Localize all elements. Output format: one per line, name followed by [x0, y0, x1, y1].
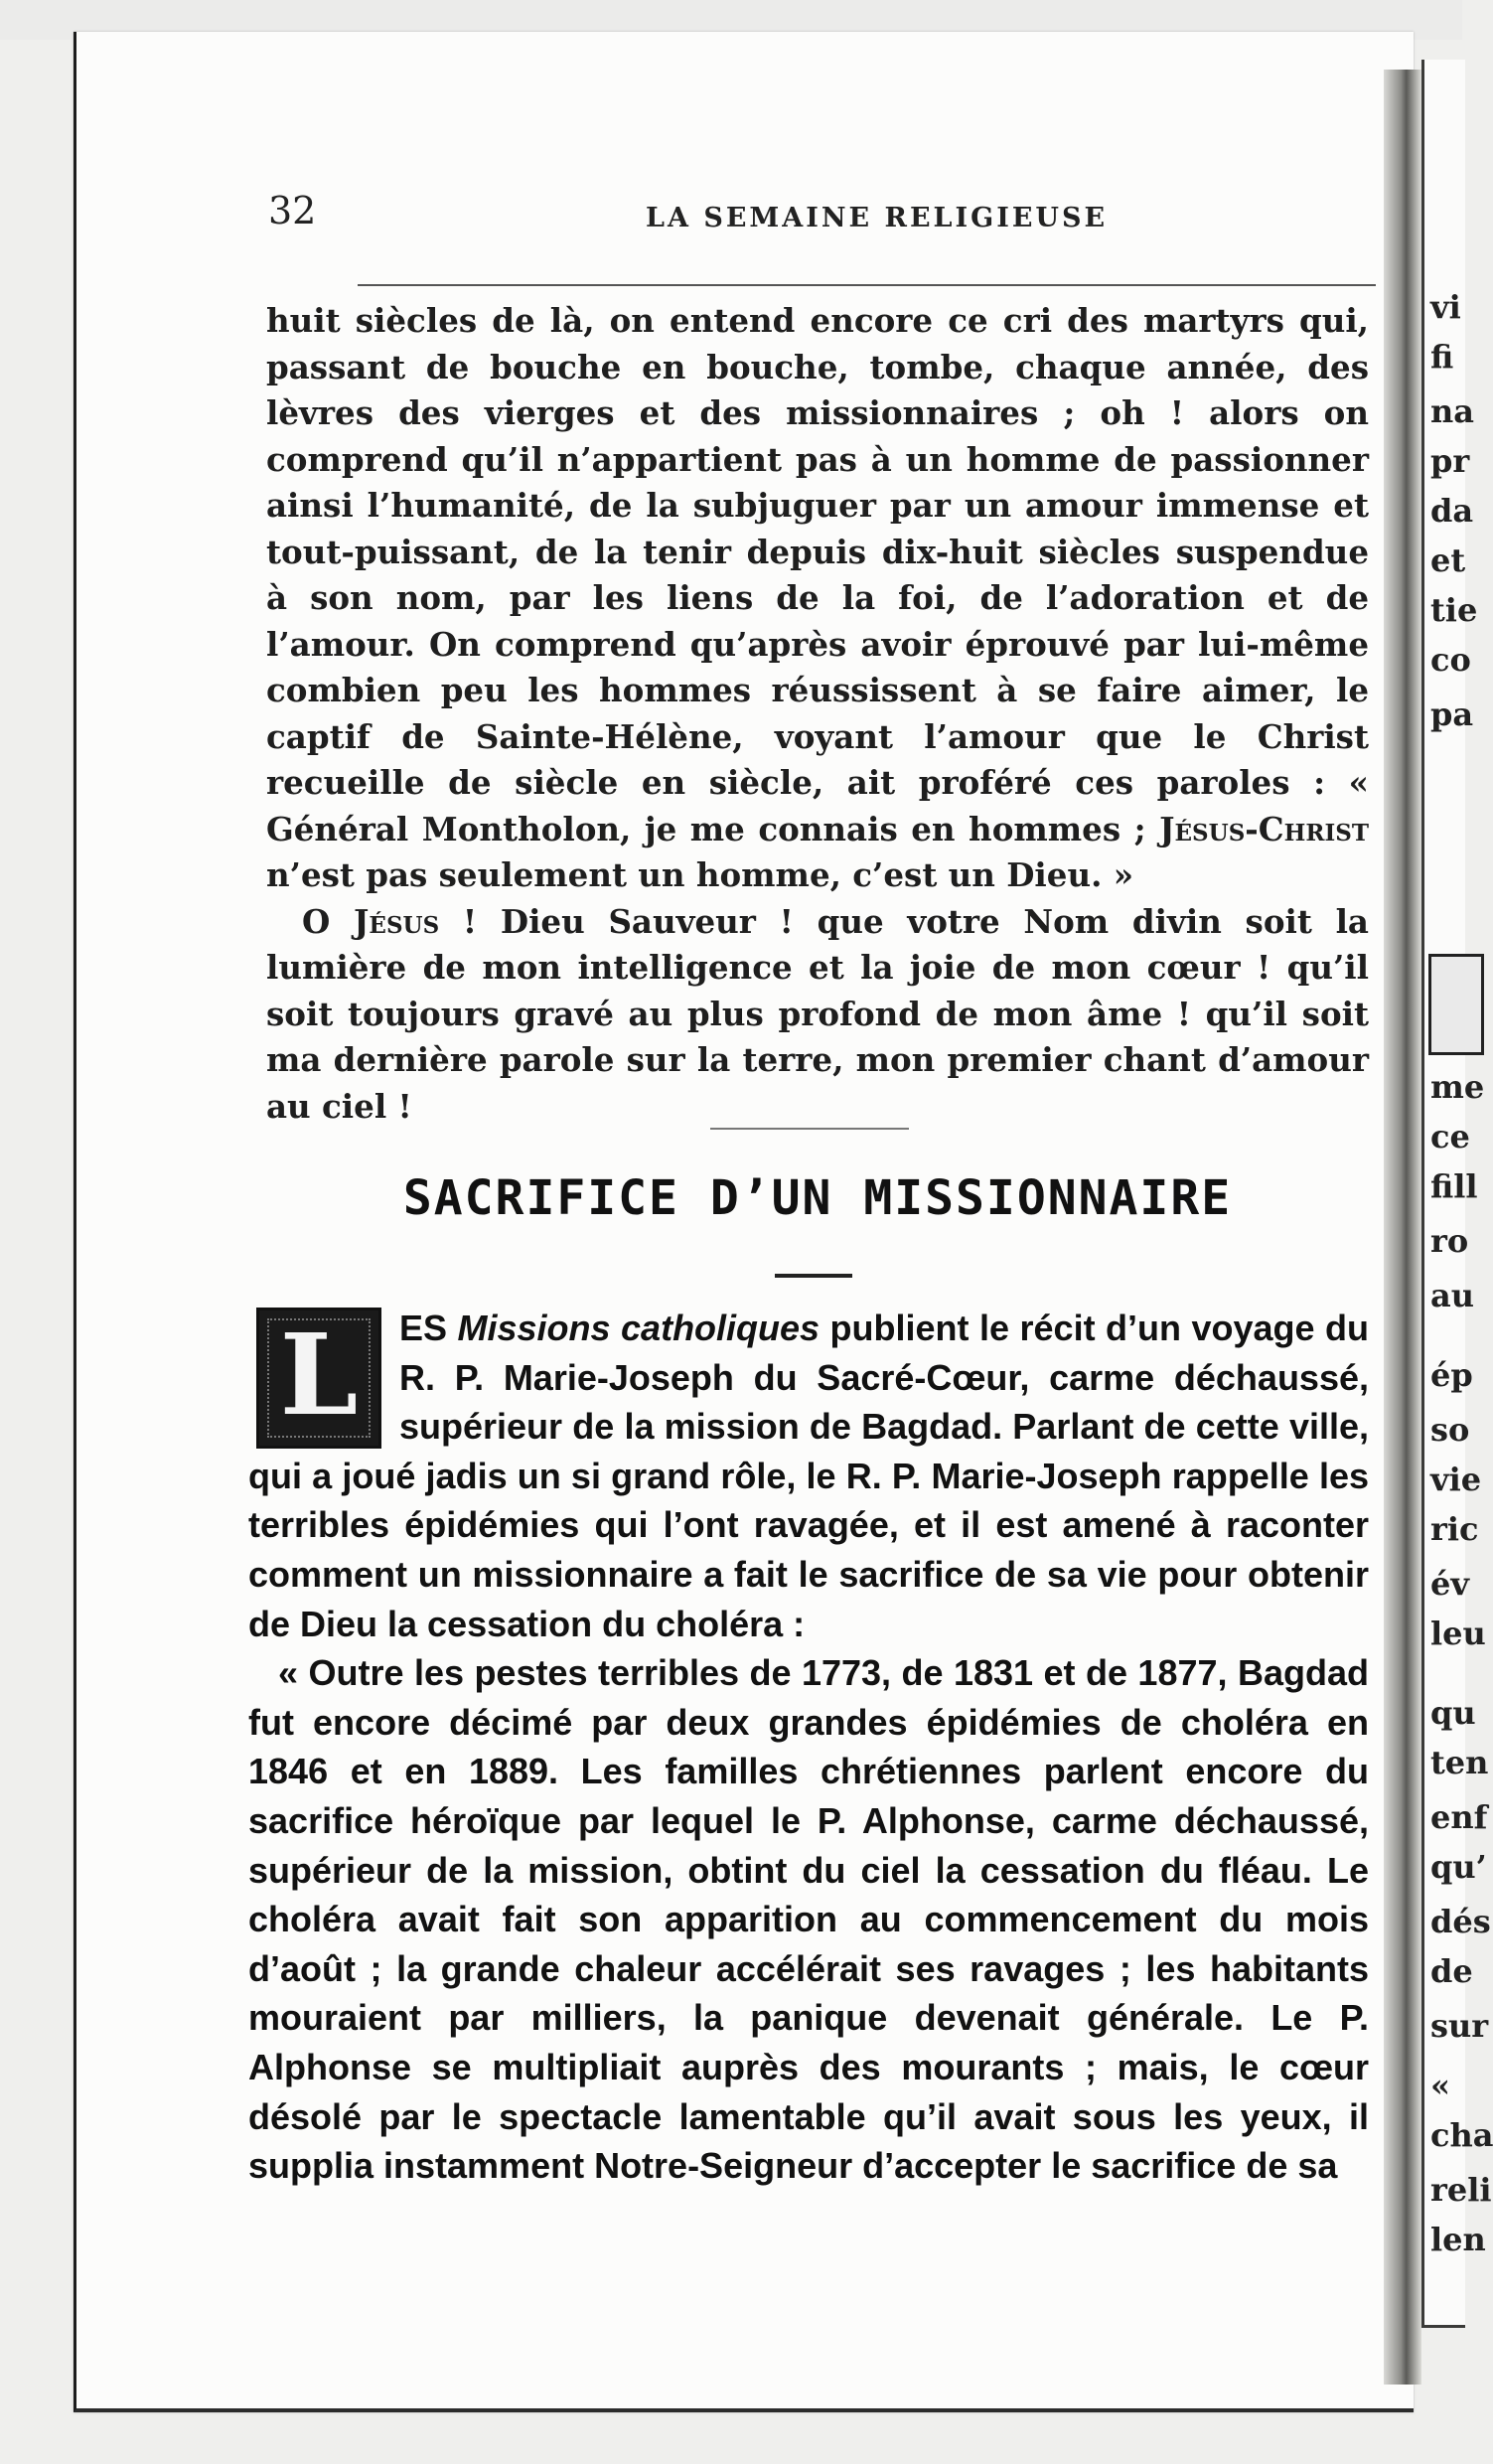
- intro-paragraph: [266, 298, 1369, 899]
- adjacent-page-fragment: fill: [1430, 1167, 1478, 1205]
- adjacent-page-fragment: tie: [1430, 591, 1478, 629]
- publication-title: Missions catholiques: [457, 1308, 821, 1348]
- text-run: huit siècles de là, on entend encore ce cri des martyrs qui, passant de bouche en bouche, tombe, chaque année, des lèvres des vierges et des missionnaires ; oh ! alors on comprend qu’il n’appartient pas à un homme de passionner ainsi l’humanité, de la subjuguer par un amour immense et tout-puissant, de la tenir depuis dix-huit siècles suspendue à son nom, par les liens de la foi, de l’adoration et de l’amour. On comprend qu’après avoir éprouvé par lui-même combien peu les hommes réussissent à se faire aimer, le captif de Sainte-Hélène, voyant l’amour que le Christ recueille de siècle en siècle, ait proféré ces paroles : « Général Montholon, je me connais en hommes ;: [266, 301, 1369, 848]
- adjacent-page-fragment: ce: [1430, 1118, 1470, 1155]
- adjacent-page-fragment: év: [1430, 1565, 1469, 1603]
- small-caps-name: Jésus: [354, 901, 440, 941]
- text-run: O: [302, 901, 355, 941]
- adjacent-page-fragment: dés: [1430, 1903, 1491, 1940]
- running-title: LA SEMAINE RELIGIEUSE: [646, 203, 1109, 233]
- adjacent-dropcap-fragment: [1428, 954, 1484, 1055]
- adjacent-page-fragment: vie: [1430, 1461, 1482, 1498]
- adjacent-page-fragment: ten: [1430, 1744, 1489, 1781]
- drop-cap-letter: L: [279, 1310, 359, 1441]
- section-separator: [710, 1128, 909, 1130]
- adjacent-page-fragment: da: [1430, 492, 1474, 530]
- adjacent-page-fragment: reli: [1430, 2171, 1492, 2209]
- header-rule: [358, 284, 1376, 286]
- adjacent-page-fragment: qu’: [1430, 1848, 1487, 1886]
- adjacent-page-fragment: co: [1430, 641, 1471, 679]
- adjacent-page-edge: [1421, 60, 1493, 2328]
- section-title: SACRIFICE D’UN MISSIONNAIRE: [402, 1170, 1233, 1226]
- adjacent-page-fragment: ro: [1430, 1222, 1469, 1260]
- intro-text: [266, 298, 1369, 1130]
- book-gutter: [1384, 70, 1421, 2385]
- adjacent-page-fragment: sur: [1430, 2007, 1489, 2045]
- article-paragraph: [248, 1304, 1369, 1648]
- adjacent-page-fragment: ric: [1430, 1510, 1479, 1548]
- small-caps-name: Jésus-Christ: [1159, 809, 1369, 848]
- adjacent-page-fragment: na: [1430, 392, 1474, 430]
- title-rule: [775, 1274, 852, 1278]
- adjacent-page-fragment: fi: [1430, 338, 1454, 376]
- text-run: publient le récit d’un voyage du R. P. Marie-Joseph du Sacré-Cœur, carme déchaussé, supérieur de la mission de Bagdad. Parlant de cette ville, qui a joué jadis un si grand rôle, le R. P. Marie-Joseph rappelle les terribles épidémies qui l’ont ravagée, et il est amené à raconter comment un missionnaire a fait le sacrifice de sa vie pour obtenir de Dieu la cessation du choléra :: [248, 1308, 1370, 1644]
- adjacent-page-fragment: ép: [1430, 1356, 1473, 1394]
- adjacent-page-fragment: cha: [1430, 2116, 1493, 2154]
- page-header: [268, 189, 1381, 248]
- adjacent-page-fragment: me: [1430, 1068, 1485, 1106]
- adjacent-page-fragment: so: [1430, 1411, 1470, 1449]
- adjacent-page-fragment: pr: [1430, 442, 1470, 480]
- article-text: [248, 1304, 1369, 2191]
- page-number: 32: [268, 189, 317, 232]
- adjacent-page-fragment: leu: [1430, 1615, 1486, 1652]
- adjacent-page-fragment: vi: [1430, 288, 1461, 326]
- adjacent-page-fragment: len: [1430, 2221, 1486, 2258]
- drop-cap: [256, 1308, 381, 1449]
- intro-paragraph: [266, 899, 1369, 1131]
- adjacent-page-fragment: de: [1430, 1952, 1473, 1990]
- text-run: ES: [399, 1308, 458, 1348]
- adjacent-page-fragment: enf: [1430, 1798, 1488, 1836]
- adjacent-page-fragment: «: [1430, 2067, 1450, 2104]
- article-paragraph: « Outre les pestes terribles de 1773, de 1831 et de 1877, Bagdad fut encore décimé par deux grandes épidémies de choléra en 1846 et en 1889. Les familles chrétiennes parlent encore du sacrifice héroïque par lequel le P. Alphonse, carme déchaussé, supérieur de la mission, obtint du ciel la cessation du fléau. Le choléra avait fait son apparition au commencement du mois d’août ; la grande chaleur accélérait ses ravages ; les habitants mouraient par milliers, la panique devenait générale. Le P. Alphonse se multipliait auprès des mourants ; mais, le cœur désolé par le spectacle lamentable qu’il avait sous les yeux, il supplia instamment Notre-Seigneur d’accepter le sacrifice de sa: [248, 1652, 1369, 2187]
- text-run: n’est pas seulement un homme, c’est un Dieu. »: [266, 855, 1134, 894]
- adjacent-page-fragment: et: [1430, 541, 1466, 579]
- adjacent-page-fragment: au: [1430, 1277, 1474, 1314]
- adjacent-page-fragment: qu: [1430, 1694, 1476, 1732]
- text-run: ! Dieu Sauveur ! que votre Nom divin soit la lumière de mon intelligence et la joie de mon cœur ! qu’il soit toujours gravé au plus profond de mon âme ! qu’il soit ma dernière parole sur la terre, mon premier chant d’amour au ciel !: [266, 901, 1369, 1126]
- adjacent-page-fragment: pa: [1430, 695, 1474, 733]
